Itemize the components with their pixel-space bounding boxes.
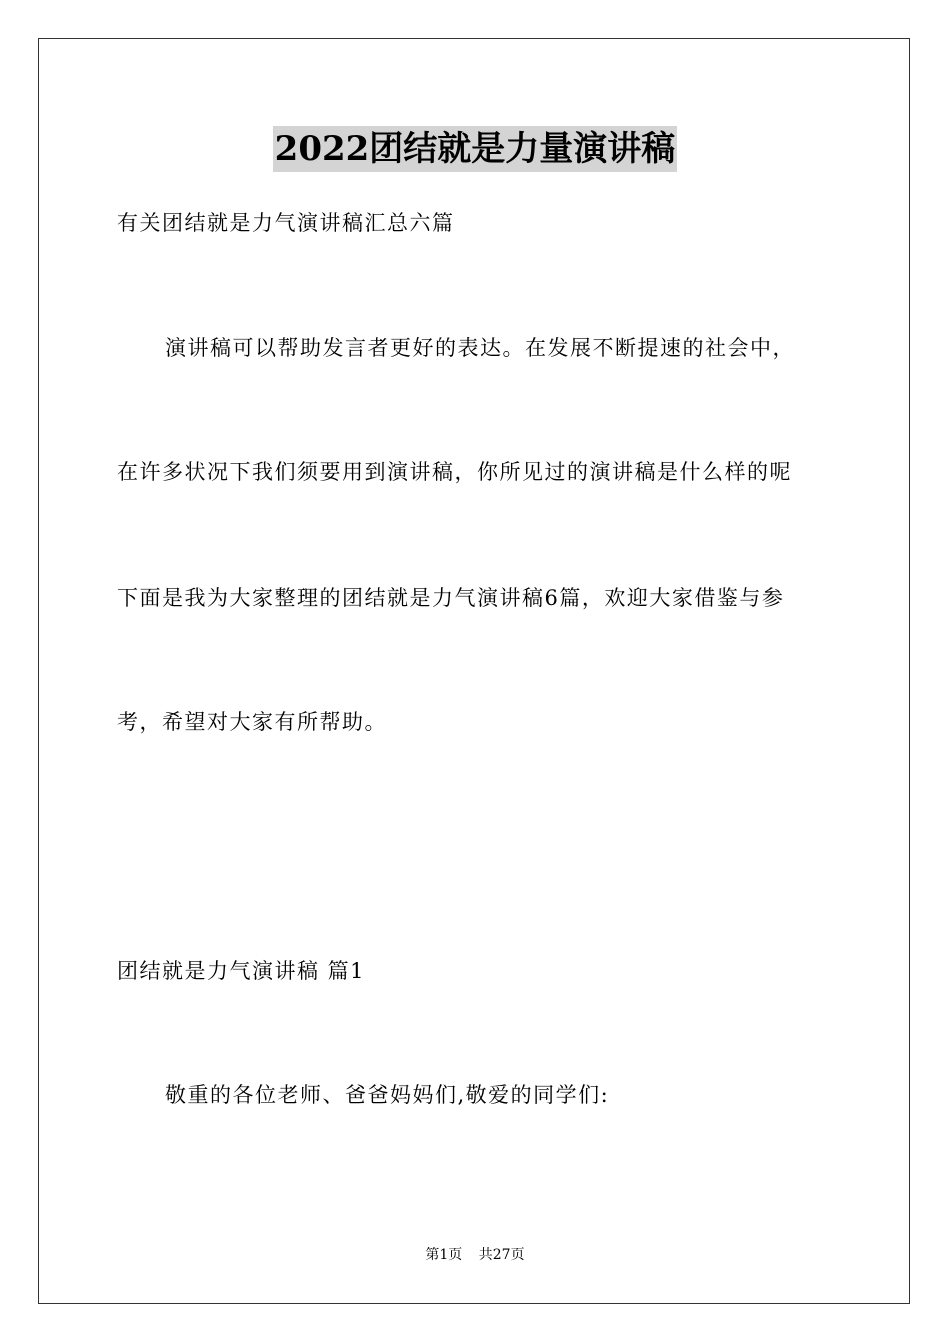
paragraph-line-1: 演讲稿可以帮助发言者更好的表达。在发展不断提速的社会中，	[165, 336, 795, 360]
section-heading: 团结就是力气演讲稿 篇1	[117, 959, 366, 983]
page-footer	[0, 1245, 950, 1265]
paragraph-line-2: 在许多状况下我们须要用到演讲稿，你所见过的演讲稿是什么样的呢	[117, 460, 792, 484]
paragraph-line-4: 考，希望对大家有所帮助。	[117, 710, 387, 734]
document-subtitle: 有关团结就是力气演讲稿汇总六篇	[117, 211, 455, 235]
title-container	[0, 126, 950, 172]
document-title: 2022团结就是力量演讲稿	[273, 126, 678, 172]
paragraph-line-3: 下面是我为大家整理的团结就是力气演讲稿6篇，欢迎大家借鉴与参	[117, 586, 785, 610]
page-total: 共27页	[478, 1247, 525, 1263]
salutation-line: 敬重的各位老师、爸爸妈妈们,敬爱的同学们:	[165, 1083, 610, 1107]
page-number: 第1页	[425, 1247, 463, 1263]
